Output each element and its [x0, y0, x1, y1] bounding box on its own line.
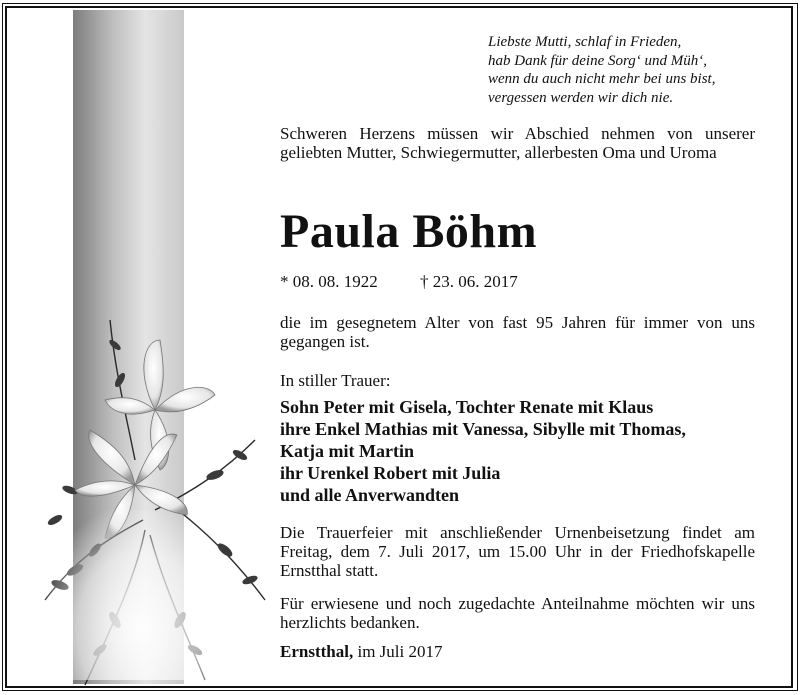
intro-text: Schweren Herzens müssen wir Abschied nehmen von unserer geliebten Mutter, Schwiegermutter, allerbesten Oma und Uroma	[280, 124, 755, 162]
mourning-label: In stiller Trauer:	[280, 371, 391, 390]
funeral-text: Die Trauerfeier mit anschließender Urnenbeisetzung findet am Freitag, dem 7. Juli 2017, um 15.00 Uhr in der Friedhofskapelle Ernstthal statt.	[280, 523, 755, 580]
family-line: ihre Enkel Mathias mit Vanessa, Sibylle mit Thomas,	[280, 419, 686, 439]
family-line: Katja mit Martin	[280, 441, 414, 461]
birth-date: * 08. 08. 1922	[280, 272, 378, 291]
family-line: und alle Anverwandten	[280, 485, 460, 505]
band-fade	[40, 510, 240, 680]
family-line: Sohn Peter mit Gisela, Tochter Renate mit Klaus	[280, 397, 654, 417]
death-date: † 23. 06. 2017	[420, 272, 518, 291]
family-line: ihr Urenkel Robert mit Julia	[280, 463, 501, 483]
thanks-text: Für erwiesene und noch zugedachte Anteilnahme möchten wir uns herzlichts bedanken.	[280, 594, 755, 632]
notice-date: im Juli 2017	[353, 642, 443, 661]
age-text: die im gesegnetem Alter von fast 95 Jahren für immer von uns gegangen ist.	[280, 313, 755, 351]
poem-line: hab Dank für deine Sorg‘ und Müh‘,	[488, 52, 707, 69]
place-name: Ernstthal,	[280, 642, 354, 661]
poem	[488, 33, 788, 107]
place-date	[280, 642, 442, 661]
poem-line: wenn du auch nicht mehr bei uns bist,	[488, 71, 716, 87]
poem-line: Liebste Mutti, schlaf in Frieden,	[488, 34, 682, 50]
life-dates	[280, 272, 518, 292]
deceased-name: Paula Böhm	[280, 205, 538, 258]
family-list	[280, 396, 686, 506]
poem-line: vergessen werden wir dich nie.	[488, 89, 674, 106]
